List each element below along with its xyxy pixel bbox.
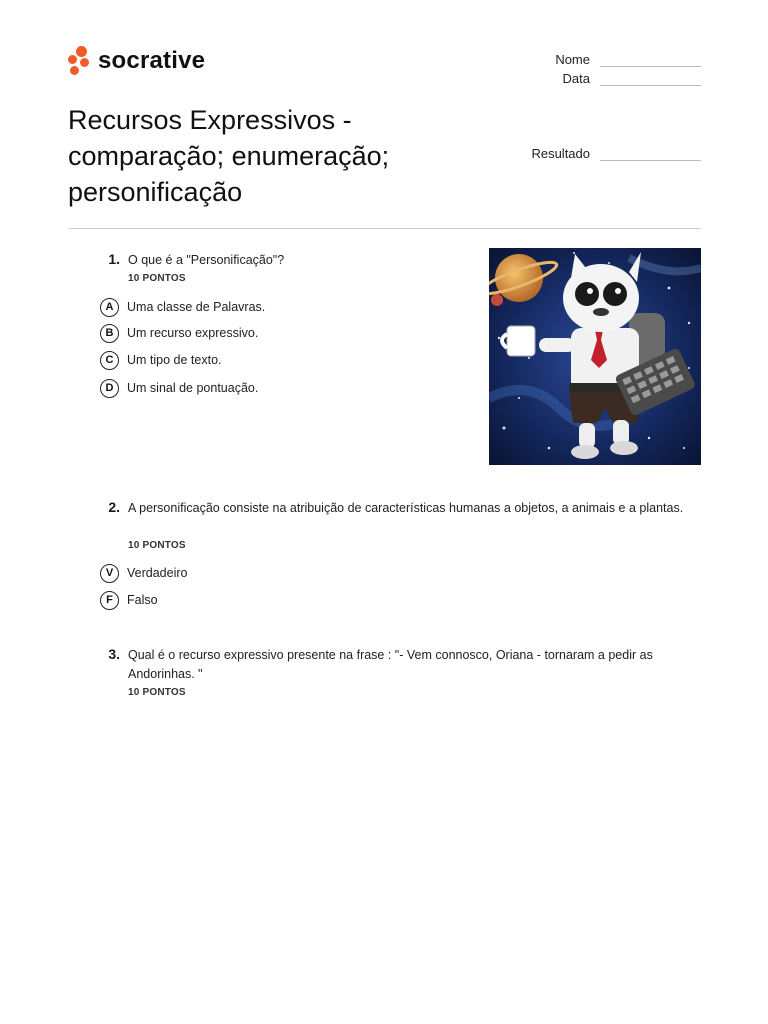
question-text: O que é a "Personificação"? [128,253,285,267]
header-divider [68,228,701,229]
result-field[interactable] [600,148,701,161]
name-row [555,48,701,67]
page-title: Recursos Expressivos - comparação; enumeração; personificação [68,105,390,207]
option-letter: F [100,591,119,610]
socrative-logo [68,44,205,78]
option-letter: D [100,379,119,398]
page-header [68,44,701,84]
result-row [531,146,701,161]
option-c[interactable] [100,350,222,370]
option-text: Falso [127,593,158,607]
option-b[interactable] [100,323,258,343]
option-letter: A [100,298,119,317]
question-image [489,248,701,465]
date-row [555,67,701,86]
result-label: Resultado [531,146,590,161]
brand-name: socrative [98,47,206,74]
question-text: Qual é o recurso expressivo presente na frase : "- Vem connosco, Oriana - tornaram a pedir as Andorinhas. " [128,648,653,681]
option-d[interactable] [100,378,258,398]
option-letter: B [100,324,119,343]
option-f[interactable] [100,590,158,610]
option-text: Um tipo de texto. [127,353,222,367]
question-number: 2. [108,499,120,515]
question-3 [100,646,700,706]
question-number: 3. [108,646,120,662]
question-text: A personificação consiste na atribuição de características humanas a objetos, a animais e a plantas. [128,501,684,515]
question-number: 1. [108,251,120,267]
name-label: Nome [555,52,590,67]
name-field[interactable] [600,54,701,67]
question-points: 10 PONTOS [128,273,186,284]
option-text: Uma classe de Palavras. [127,300,266,314]
date-field[interactable] [600,73,701,86]
date-label: Data [562,71,590,86]
logo-icon [68,44,92,78]
option-letter: C [100,351,119,370]
question-1 [100,251,470,411]
question-points: 10 PONTOS [128,540,186,551]
option-letter: V [100,564,119,583]
option-v[interactable] [100,563,187,583]
option-text: Um sinal de pontuação. [127,381,259,395]
student-info [555,48,701,86]
option-a[interactable] [100,297,265,317]
option-text: Verdadeiro [127,566,188,580]
question-2 [100,499,700,614]
question-points: 10 PONTOS [128,687,186,698]
option-text: Um recurso expressivo. [127,326,259,340]
